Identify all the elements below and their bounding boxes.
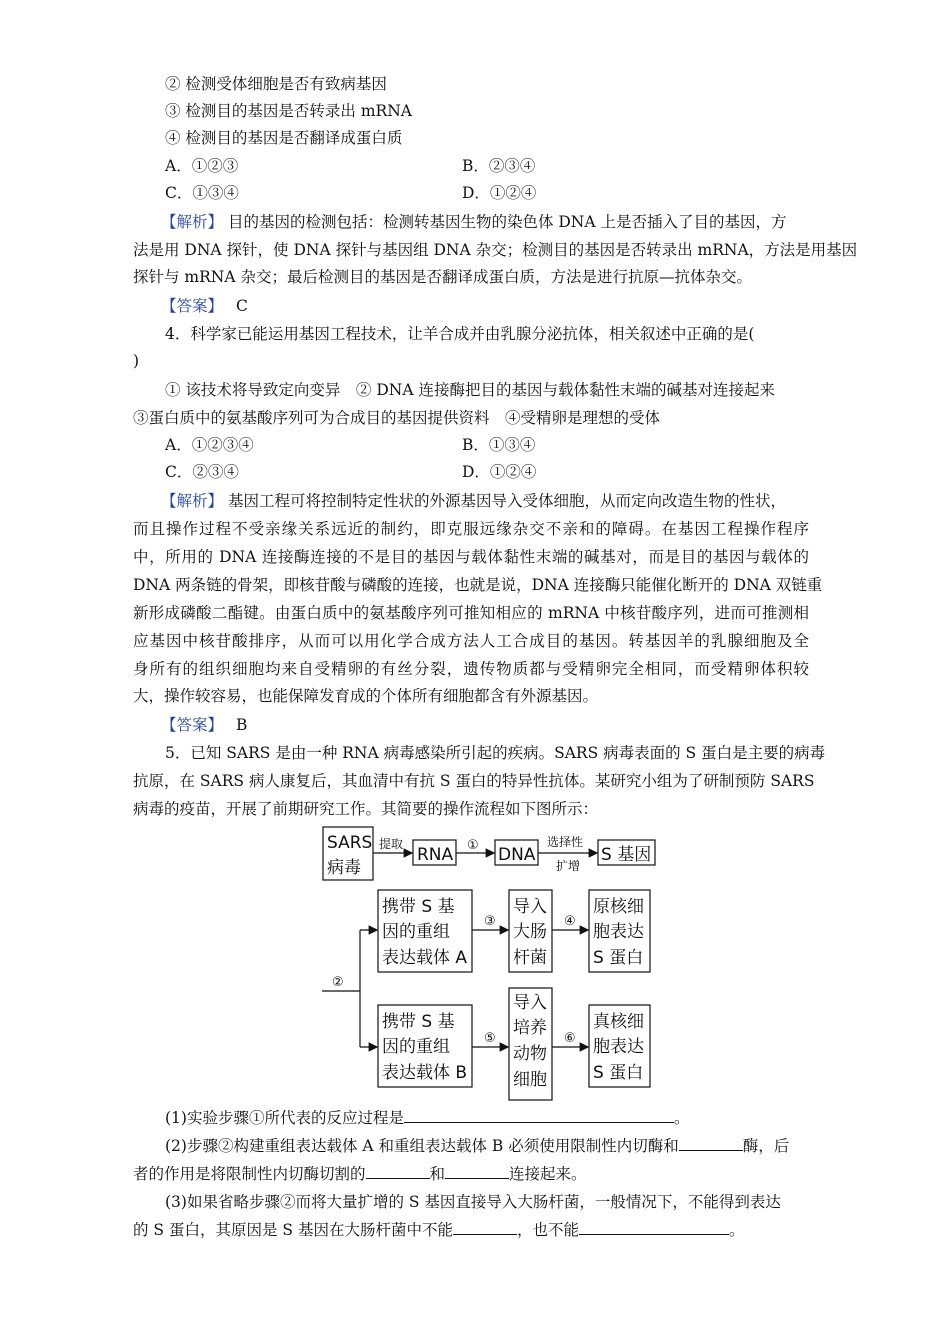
svg-text:SARS: SARS — [327, 833, 373, 853]
svg-text:胞表达: 胞表达 — [593, 1037, 644, 1057]
q4-answer: 【答案】 B — [161, 716, 248, 734]
svg-text:杆菌: 杆菌 — [513, 948, 547, 968]
svg-text:S 蛋白: S 蛋白 — [593, 1063, 644, 1083]
q4-stem-line-2: ) — [133, 352, 140, 370]
q3-choice-d: D．①②④ — [462, 184, 537, 202]
svg-text:表达载体 B: 表达载体 B — [382, 1063, 468, 1083]
svg-text:携带 S 基: 携带 S 基 — [382, 897, 455, 917]
svg-text:原核细: 原核细 — [593, 897, 644, 917]
q3-choice-a: A．①②③ — [165, 157, 239, 175]
q4-analysis-line-2: 而且操作过程不受亲缘关系远近的制约，即克服远缘杂交不亲和的障碍。在基因工程操作程序 — [133, 520, 809, 538]
q4-analysis-label: 【解析】 — [161, 492, 224, 510]
q4-analysis-line-4: DNA 两条链的骨架，即核苷酸与磷酸的连接，也就是说，DNA 连接酶只能催化断开的 DNA 双链重 — [133, 576, 823, 594]
q4-choice-c: C．②③④ — [165, 463, 239, 481]
q5-sub2-line-2: 者的作用是将限制性内切酶切割的 和 连接起来。 — [133, 1165, 587, 1183]
svg-text:扩增: 扩增 — [556, 859, 581, 873]
q5-stem-line-2: 抗原，在 SARS 病人康复后，其血清中有抗 S 蛋白的特异性抗体。某研究小组为了研制预防 SARS — [133, 772, 815, 790]
svg-text:S 基因: S 基因 — [601, 845, 652, 865]
q5-stem-line-1: 5．已知 SARS 是由一种 RNA 病毒感染所引起的疾病。SARS 病毒表面的 S 蛋白是主要的病毒 — [165, 744, 826, 762]
q3-analysis-line-1: 【解析】 目的基因的检测包括：检测转基因生物的染色体 DNA 上是否插入了目的基因，方 — [161, 213, 787, 231]
answer-blank-1[interactable] — [404, 1108, 674, 1123]
q3-answer: 【答案】 C — [161, 297, 248, 315]
q3-analysis-line-2: 法是用 DNA 探针，使 DNA 探针与基因组 DNA 杂交；检测目的基因是否转录出 mRNA，方法是用基因 — [133, 241, 858, 259]
q4-items-34: ③蛋白质中的氨基酸序列可为合成目的基因提供资料 ④受精卵是理想的受体 — [133, 409, 661, 427]
svg-text:因的重组: 因的重组 — [382, 1037, 450, 1057]
q4-choice-a: A．①②③④ — [165, 436, 254, 454]
q4-analysis-line-7: 身所有的组织细胞均来自受精卵的有丝分裂，遗传物质都与受精卵完全相同，而受精卵体积较 — [133, 660, 809, 678]
svg-text:真核细: 真核细 — [593, 1012, 644, 1032]
q4-analysis-line-5: 新形成磷酸二酯键。由蛋白质中的氨基酸序列可推知相应的 mRNA 中核苷酸序列，进而可推测相 — [133, 604, 809, 622]
q4-analysis-line-1: 【解析】 基因工程可将控制特定性状的外源基因导入受体细胞，从而定向改造生物的性状， — [161, 492, 786, 510]
q3-option-4: ④ 检测目的基因是否翻译成蛋白质 — [165, 129, 403, 147]
q3-answer-label: 【答案】 — [161, 297, 224, 315]
q5-stem-line-3: 病毒的疫苗，开展了前期研究工作。其简要的操作流程如下图所示： — [133, 800, 599, 818]
svg-text:动物: 动物 — [513, 1044, 547, 1064]
sars-vaccine-flow-diagram — [300, 820, 670, 1105]
q3-option-2: ② 检测受体细胞是否有致病基因 — [165, 75, 387, 93]
svg-text:因的重组: 因的重组 — [382, 922, 450, 942]
q4-stem-line-1: 4．科学家已能运用基因工程技术，让羊合成并由乳腺分泌抗体，相关叙述中正确的是( — [165, 325, 755, 343]
svg-text:表达载体 A: 表达载体 A — [382, 948, 468, 968]
q4-choice-b: B．①③④ — [462, 436, 536, 454]
svg-text:②: ② — [332, 975, 344, 990]
svg-text:⑥: ⑥ — [564, 1031, 576, 1046]
q4-analysis-line-8: 大，操作较容易，也能保障发育成的个体所有细胞都含有外源基因。 — [133, 687, 599, 705]
svg-text:导入: 导入 — [513, 897, 547, 917]
answer-blank-3[interactable] — [366, 1164, 430, 1179]
svg-text:导入: 导入 — [513, 993, 547, 1013]
answer-blank-2[interactable] — [679, 1136, 743, 1151]
svg-text:RNA: RNA — [417, 845, 454, 865]
svg-text:提取: 提取 — [379, 837, 404, 851]
q3-choice-b: B．②③④ — [462, 157, 536, 175]
q3-analysis-line-3: 探针与 mRNA 杂交；最后检测目的基因是否翻译成蛋白质，方法是进行抗原—抗体杂交。 — [133, 268, 752, 286]
q5-sub1: (1)实验步骤①所代表的反应过程是 。 — [165, 1109, 690, 1127]
svg-text:携带 S 基: 携带 S 基 — [382, 1012, 455, 1032]
q5-sub3-line-1: (3)如果省略步骤②而将大量扩增的 S 基因直接导入大肠杆菌，一般情况下，不能得到表达 — [165, 1193, 781, 1211]
q3-choice-c: C．①③④ — [165, 184, 239, 202]
svg-text:病毒: 病毒 — [327, 858, 361, 878]
svg-text:胞表达: 胞表达 — [593, 922, 644, 942]
q4-analysis-line-3: 中，所用的 DNA 连接酶连接的不是目的基因与载体黏性末端的碱基对，而是目的基因与载体的 — [133, 548, 809, 566]
svg-text:大肠: 大肠 — [513, 922, 547, 942]
q5-sub3-line-2: 的 S 蛋白，其原因是 S 基因在大肠杆菌中不能 ，也不能 。 — [133, 1221, 745, 1239]
svg-text:培养: 培养 — [513, 1018, 547, 1038]
answer-blank-4[interactable] — [445, 1164, 509, 1179]
svg-text:选择性: 选择性 — [547, 835, 584, 849]
q4-analysis-line-6: 应基因中核苷酸排序，从而可以用化学合成方法人工合成目的基因。转基因羊的乳腺细胞及全 — [133, 632, 809, 650]
q4-items-12: ① 该技术将导致定向变异 ② DNA 连接酶把目的基因与载体黏性末端的碱基对连接起来 — [165, 381, 775, 399]
svg-text:①: ① — [467, 838, 479, 853]
svg-text:细胞: 细胞 — [513, 1070, 547, 1090]
svg-text:③: ③ — [484, 914, 496, 929]
svg-text:⑤: ⑤ — [484, 1031, 496, 1046]
svg-text:DNA: DNA — [498, 845, 536, 865]
svg-text:④: ④ — [564, 914, 576, 929]
answer-blank-5[interactable] — [453, 1220, 517, 1235]
q5-sub2-line-1: (2)步骤②构建重组表达载体 A 和重组表达载体 B 必须使用限制性内切酶和 酶，后 — [165, 1137, 790, 1155]
q3-option-3: ③ 检测目的基因是否转录出 mRNA — [165, 102, 412, 120]
q4-choice-d: D．①②④ — [462, 463, 537, 481]
q3-analysis-label: 【解析】 — [161, 213, 224, 231]
svg-text:S 蛋白: S 蛋白 — [593, 948, 644, 968]
q4-answer-label: 【答案】 — [161, 716, 224, 734]
answer-blank-6[interactable] — [579, 1220, 729, 1235]
